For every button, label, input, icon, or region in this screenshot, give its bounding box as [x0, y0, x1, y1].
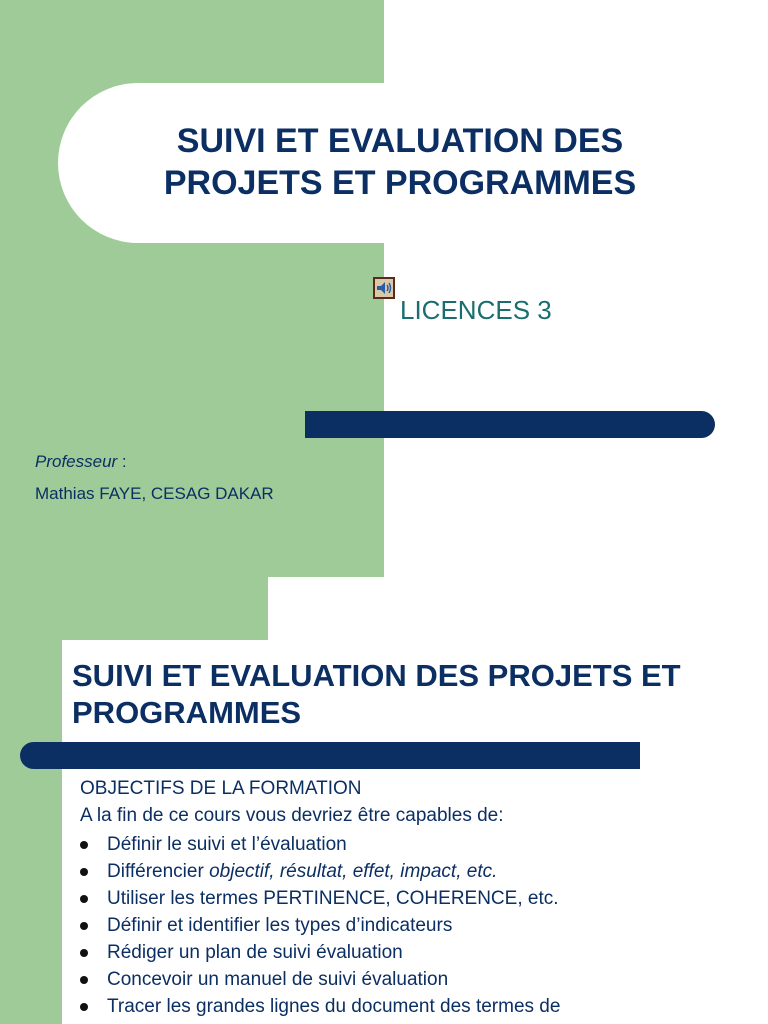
list-item-text: Différencier — [107, 861, 210, 882]
navy-bar — [20, 742, 640, 769]
professor-label-text: Professeur — [35, 452, 118, 471]
bullet-icon — [80, 868, 88, 876]
bullet-icon — [80, 895, 88, 903]
bullet-icon — [80, 949, 88, 957]
professor-label-colon: : — [117, 452, 127, 471]
list-item — [78, 831, 698, 858]
list-item-text: Définir le suivi et l’évaluation — [107, 834, 347, 855]
slide-2-title: SUIVI ET EVALUATION DES PROJETS ET PROGRAMMES — [72, 658, 681, 730]
slide-2 — [0, 577, 768, 1024]
bullet-icon — [80, 1003, 88, 1011]
green-panel-top — [0, 577, 268, 640]
list-item — [78, 939, 698, 966]
list-item — [78, 993, 698, 1020]
objectives-list — [78, 831, 698, 1020]
list-item-italic: objectif, résultat, effet, impact, etc. — [209, 861, 498, 882]
slide-1-subtitle: LICENCES 3 — [400, 295, 552, 325]
slide-1-title: SUIVI ET EVALUATION DES PROJETS ET PROGRAMMES — [163, 122, 637, 202]
professor-label — [35, 451, 127, 473]
list-item-text: Utiliser les termes PERTINENCE, COHERENCE, etc. — [107, 888, 559, 909]
green-panel-side — [0, 640, 62, 1024]
navy-bar — [305, 411, 715, 438]
list-item — [78, 858, 698, 885]
list-item — [78, 966, 698, 993]
professor-name: Mathias FAYE, CESAG DAKAR — [35, 484, 274, 503]
bullet-icon — [80, 841, 88, 849]
list-item-text: Tracer les grandes lignes du document des termes de — [107, 996, 561, 1017]
list-item-text: Rédiger un plan de suivi évaluation — [107, 942, 403, 963]
bullet-icon — [80, 976, 88, 984]
bullet-icon — [80, 922, 88, 930]
list-item — [78, 912, 698, 939]
objectives-heading: OBJECTIFS DE LA FORMATION — [80, 778, 362, 799]
speaker-icon[interactable] — [372, 276, 396, 300]
list-item-text: Concevoir un manuel de suivi évaluation — [107, 969, 449, 990]
list-item — [78, 885, 698, 912]
list-item-text: Définir et identifier les types d’indicateurs — [107, 915, 453, 936]
objectives-intro: A la fin de ce cours vous devriez être capables de: — [80, 805, 504, 826]
